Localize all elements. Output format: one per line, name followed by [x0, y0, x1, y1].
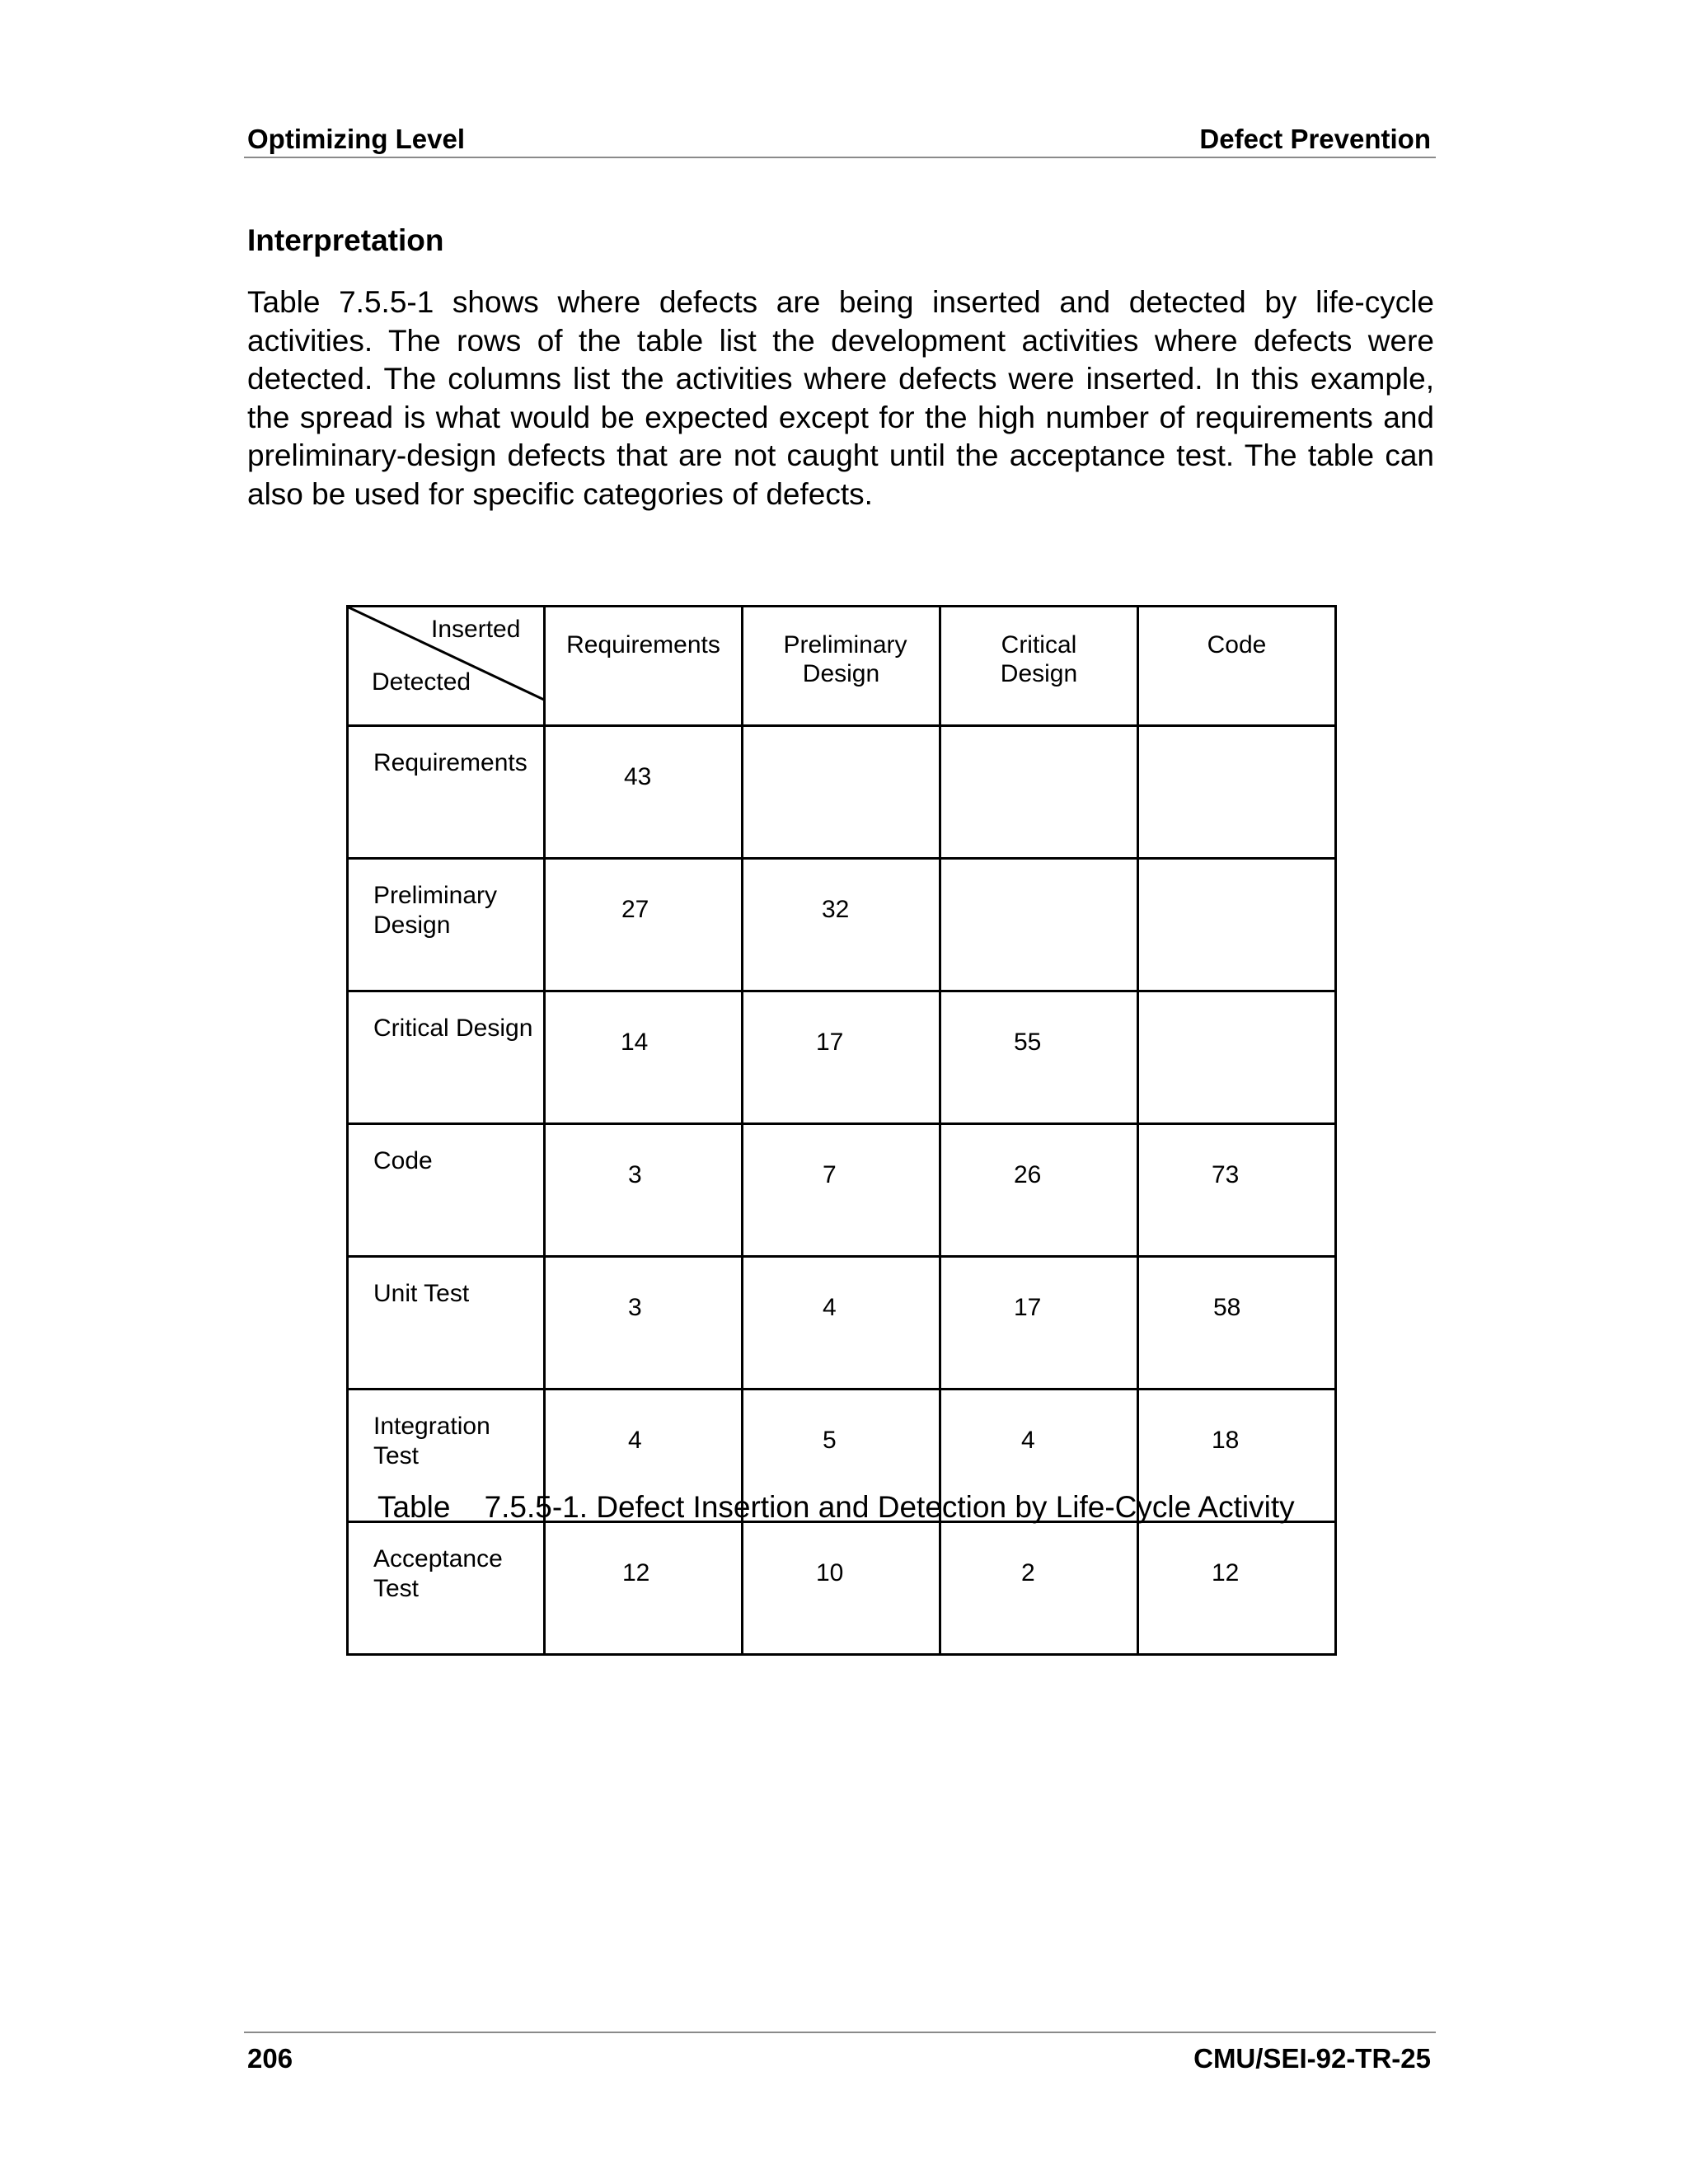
table-cell: [940, 1522, 1138, 1655]
cell-value: 43: [624, 763, 652, 790]
page-header: [244, 124, 1436, 158]
row-header: Critical Design: [348, 991, 545, 1124]
report-id: CMU/SEI-92-TR-25: [1193, 2043, 1431, 2074]
cell-value: 5: [823, 1427, 837, 1454]
body-paragraph: Table 7.5.5-1 shows where defects are being inserted and detected by life-cycle activities. The rows of the table list the development activities where defects were detected. The columns list the activities where defects were inserted. In this example, the spread is what would be expected except for the high number of requirements and preliminary-design defects that are not caught until the acceptance test. The table can also be used for specific categories of defects.: [247, 285, 1434, 511]
column-header: Code: [1138, 607, 1336, 726]
cell-value: 4: [628, 1427, 642, 1454]
cell-value: 73: [1212, 1161, 1240, 1188]
table-row: [348, 859, 1336, 991]
header-section: Defect Prevention: [1199, 124, 1431, 154]
table-header-row: [348, 607, 1336, 726]
row-header-text: Acceptance Test: [373, 1545, 503, 1602]
column-header: [743, 607, 940, 726]
table-cell: [940, 1257, 1138, 1390]
table-cell: [545, 1522, 743, 1655]
cell-value: 26: [1014, 1161, 1042, 1188]
table-cell: [743, 1124, 940, 1257]
cell-value: 10: [816, 1559, 844, 1586]
table-caption: Table 7.5.5-1. Defect Insertion and Detection by Life-Cycle Activity: [377, 1490, 1295, 1524]
table-cell: [545, 726, 743, 859]
corner-detected-label: Detected: [372, 668, 471, 696]
corner-inserted-label: Inserted: [431, 616, 521, 643]
table-cell: [1138, 1522, 1336, 1655]
table-row: [348, 1522, 1336, 1655]
page-number: 206: [247, 2043, 293, 2074]
table-cell: [940, 991, 1138, 1124]
row-header: Unit Test: [348, 1257, 545, 1390]
cell-value: 3: [628, 1294, 642, 1321]
page-footer: [244, 2032, 1436, 2074]
table-cell: [1138, 1124, 1336, 1257]
table-cell: [545, 1257, 743, 1390]
table-cell: [545, 991, 743, 1124]
cell-value: 17: [1014, 1294, 1042, 1321]
table-cell: [545, 859, 743, 991]
row-header-text: Integration Test: [373, 1413, 490, 1469]
cell-value: 12: [1212, 1559, 1240, 1586]
row-header-text: Preliminary Design: [373, 882, 498, 939]
table-cell: [1138, 1257, 1336, 1390]
section-title: Interpretation: [247, 223, 444, 257]
table-row: [348, 1124, 1336, 1257]
row-header: Requirements: [348, 726, 545, 859]
table-cell: [1138, 859, 1336, 991]
table-cell: [940, 726, 1138, 859]
column-header: [940, 607, 1138, 726]
cell-value: 12: [622, 1559, 650, 1586]
table-cell: [940, 859, 1138, 991]
cell-value: 17: [816, 1029, 844, 1056]
table-cell: [743, 859, 940, 991]
row-header: [348, 859, 545, 991]
table-row: [348, 991, 1336, 1124]
table-row: [348, 1257, 1336, 1390]
cell-value: 14: [621, 1029, 649, 1056]
cell-value: 4: [1021, 1427, 1035, 1454]
cell-value: 7: [823, 1161, 837, 1188]
cell-value: 3: [628, 1161, 642, 1188]
column-header: Requirements: [545, 607, 743, 726]
table-cell: [743, 1522, 940, 1655]
table-corner-cell: [348, 607, 545, 726]
cell-value: 2: [1021, 1559, 1035, 1586]
table-cell: [743, 1257, 940, 1390]
header-chapter: Optimizing Level: [247, 124, 466, 154]
table-cell: [1138, 991, 1336, 1124]
column-header-text: Critical Design: [1000, 631, 1078, 687]
table-cell: [743, 726, 940, 859]
cell-value: 4: [823, 1294, 837, 1321]
cell-value: 55: [1014, 1029, 1042, 1056]
row-header: Code: [348, 1124, 545, 1257]
cell-value: 58: [1213, 1294, 1241, 1321]
cell-value: 32: [822, 896, 850, 923]
table-cell: [743, 991, 940, 1124]
table-cell: [940, 1124, 1138, 1257]
column-header-text: Preliminary Design: [783, 631, 907, 687]
table-cell: [545, 1124, 743, 1257]
table-cell: [1138, 726, 1336, 859]
cell-value: 18: [1212, 1427, 1240, 1454]
cell-value: 27: [621, 896, 649, 923]
table-row: [348, 726, 1336, 859]
row-header: [348, 1522, 545, 1655]
